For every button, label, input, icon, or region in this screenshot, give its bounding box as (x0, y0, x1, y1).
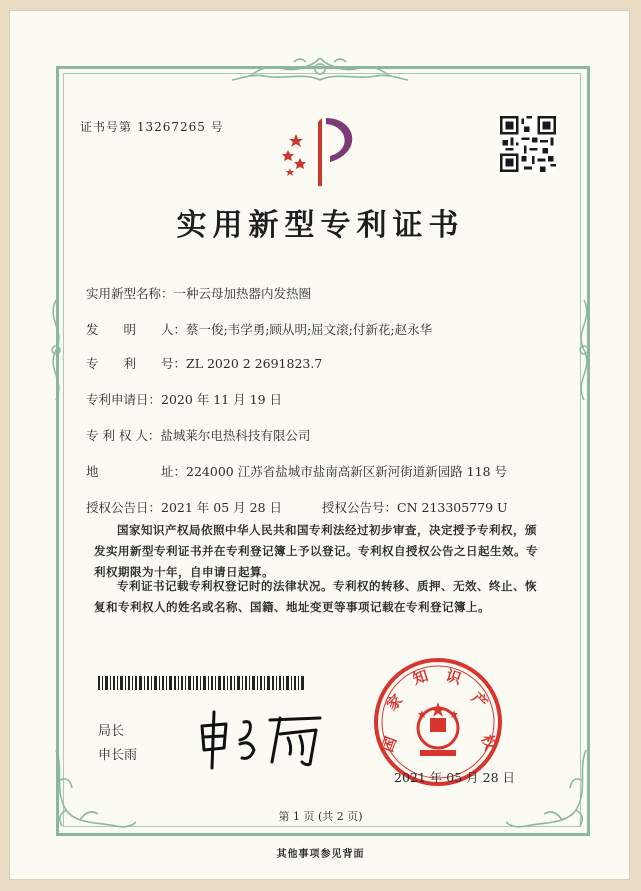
address-label: 地 址： (86, 464, 187, 479)
grant-date-value: 2021 年 05 月 28 日 (161, 500, 283, 515)
right-ornament-icon (572, 300, 596, 400)
application-date-field (86, 390, 282, 408)
certificate-number-value: 13267265 (136, 120, 206, 134)
name-value: 一种云母加热器内发热圈 (173, 286, 312, 301)
inventor-label: 发 明 人： (86, 322, 187, 337)
grant-number-value: CN 213305779 U (397, 500, 508, 515)
qr-code-icon (500, 116, 556, 172)
name-label: 实用新型名称： (86, 286, 174, 301)
svg-text:国: 国 (378, 734, 401, 755)
application-date-value: 2020 年 11 月 19 日 (161, 392, 283, 407)
grant-number-field (322, 498, 508, 516)
svg-text:产: 产 (467, 688, 492, 713)
grant-date-field (86, 498, 282, 516)
inventor-value: 蔡一俊;韦学勇;顾从明;屈文滚;付新花;赵永华 (186, 322, 433, 337)
director-title: 局长 (98, 724, 125, 739)
patentee-value: 盐城莱尔电热科技有限公司 (160, 428, 311, 443)
certificate-title: 实用新型专利证书 (176, 208, 465, 243)
legal-status-paragraph: 专利证书记载专利权登记时的法律状况。专利权的转移、质押、无效、终止、恢复和专利权人的姓名或名称、国籍、地址变更等事项记载在专利登记簿上。 (94, 579, 537, 614)
grant-date-label: 授权公告日： (86, 500, 162, 515)
patent-office-logo-icon (278, 112, 368, 190)
page-number: 第 1 页 (共 2 页) (278, 810, 363, 823)
barcode-icon (98, 676, 304, 690)
address-value: 224000 江苏省盐城市盐南高新区新河街道新园路 118 号 (186, 464, 508, 479)
certificate-number (80, 118, 224, 135)
svg-text:权: 权 (477, 732, 500, 753)
grant-statement-paragraph: 国家知识产权局依照中华人民共和国专利法经过初步审查，决定授予专利权，颁发实用新型专利证书并在专利登记簿上予以登记。专利权自授权公告之日起生效。专利权期限为十年，自申请日起算。 (94, 523, 538, 579)
top-ornament-icon (224, 54, 416, 84)
certificate-number-suffix: 号 (210, 120, 224, 134)
address-field (86, 462, 507, 480)
patent-number-field (86, 354, 322, 372)
footer-note: 其他事项参见背面 (276, 849, 365, 860)
patent-number-label: 专 利 号： (86, 356, 187, 371)
certificate-number-label: 证书号第 (80, 120, 133, 134)
left-ornament-icon (44, 300, 68, 400)
patentee-label: 专 利 权 人： (86, 428, 161, 443)
seal-date: 2021 年 05 月 28 日 (394, 770, 515, 785)
director-name: 申长雨 (98, 748, 138, 763)
svg-text:家: 家 (382, 690, 407, 715)
patent-number-value: ZL 2020 2 2691823.7 (186, 356, 323, 371)
svg-text:识: 识 (443, 666, 464, 689)
name-field (86, 284, 311, 302)
svg-text:知: 知 (410, 666, 431, 689)
inventor-field (86, 320, 432, 338)
grant-number-label: 授权公告号： (322, 500, 398, 515)
application-date-label: 专利申请日： (86, 392, 162, 407)
handwritten-signature-icon (196, 708, 328, 770)
patentee-field (86, 426, 310, 444)
